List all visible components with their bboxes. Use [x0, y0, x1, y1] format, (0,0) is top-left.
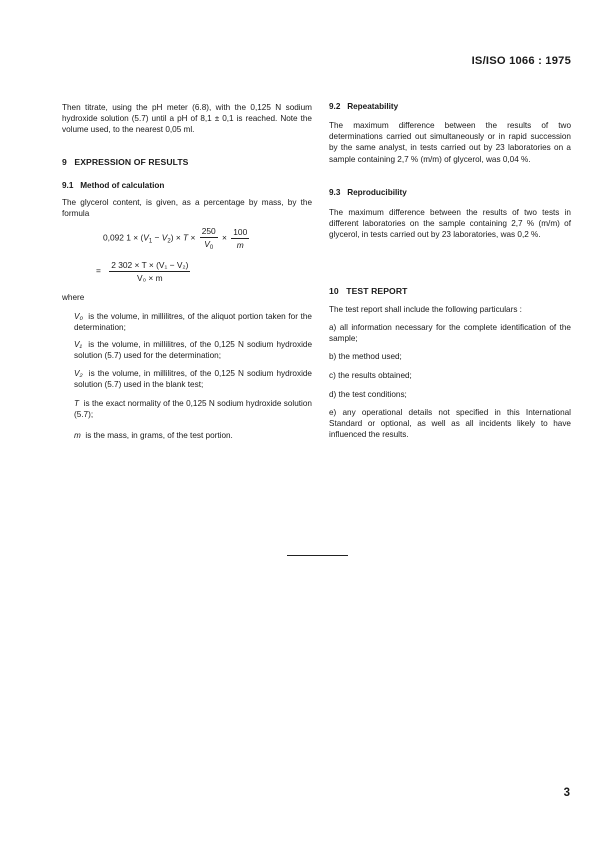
definition-text: is the exact normality of the 0,125 N sodium hydroxide solution (5.7); — [74, 399, 312, 420]
section-9-2-title: Repeatability — [347, 102, 399, 111]
definition-symbol: V₀ — [74, 312, 83, 321]
report-item-d: d) the test conditions; — [329, 390, 407, 399]
section-9-2-text: The maximum difference between the results of two determinations carried out simultaneously or in rapid succession by the same analyst, in tests carried out by 23 laboratories on a sample containing 2,7 % (m/m) of glycerol, was 0,04 %. — [329, 121, 571, 164]
report-item-c: c) the results obtained; — [329, 371, 412, 380]
formula-times: × — [188, 232, 196, 243]
definition-symbol: T — [74, 399, 80, 408]
result-fraction — [109, 260, 190, 283]
where-label: where — [62, 293, 85, 302]
formula-mid: ) × — [170, 232, 184, 243]
section-9-heading — [62, 157, 312, 167]
definition-text: is the mass, in grams, of the test portion. — [85, 431, 233, 440]
end-rule — [287, 555, 348, 556]
fraction-den-sub: 0 — [209, 245, 214, 251]
fraction-100-numerator: 100 — [233, 227, 248, 237]
section-9-number: 9 — [62, 157, 67, 167]
formula-lead: 0,092 1 × ( — [103, 232, 144, 243]
section-10-heading — [329, 286, 571, 296]
formula-sub1: 1 — [148, 238, 153, 245]
result-numerator: 2 302 × T × (V₁ − V₂) — [111, 260, 189, 270]
definition-text: is the volume, in millilitres, of the 0,125 N sodium hydroxide solution (5.7) used in the blank test; — [74, 369, 312, 390]
section-10-number: 10 — [329, 286, 339, 296]
fraction-100-m — [231, 227, 249, 250]
report-item-e: e) any operational details not specified in this International Standard or optional, as well as all incidents likely to have influenced the results. — [329, 408, 571, 440]
definition-v2 — [74, 368, 312, 390]
section-9-2-heading — [329, 102, 571, 111]
definition-v1 — [74, 339, 312, 361]
section-9-3-heading — [329, 188, 571, 197]
definition-symbol: V₂ — [74, 369, 83, 378]
definition-symbol: m — [74, 431, 81, 440]
intro-paragraph: Then titrate, using the pH meter (6.8), with the 0,125 N sodium hydroxide solution (5.7) until a pH of 8,1 ± 0,1 is reached. Note the volume used, to the nearest 0,05 ml. — [62, 103, 312, 135]
result-denominator: V₀ × m — [137, 273, 163, 283]
report-item-a: a) all information necessary for the complete identification of the sample; — [329, 323, 571, 344]
formula-line-2 — [96, 260, 192, 283]
section-10-title: TEST REPORT — [346, 286, 408, 296]
formula-line-1 — [103, 226, 251, 251]
section-9-1-number: 9.1 — [62, 181, 74, 190]
formula-v2: V — [161, 232, 168, 243]
formula-t: T — [183, 232, 189, 243]
formula-sub2: 2 — [167, 238, 171, 245]
section-9-1-heading — [62, 181, 312, 190]
fraction-250-v0 — [200, 226, 218, 251]
fraction-250-denominator — [204, 238, 213, 251]
section-9-2-number: 9.2 — [329, 102, 341, 111]
page-number: 3 — [563, 787, 570, 799]
definition-t — [74, 398, 312, 420]
section-9-3-number: 9.3 — [329, 188, 341, 197]
fraction-den-v: V — [204, 239, 210, 249]
section-9-title: EXPRESSION OF RESULTS — [74, 157, 189, 167]
definition-v0 — [74, 311, 312, 333]
fraction-den-m: m — [236, 240, 244, 250]
definition-text: is the volume, in millilitres, of the aliquot portion taken for the determination; — [74, 312, 312, 333]
section-9-1-text: The glycerol content, is given, as a percentage by mass, by the formula — [62, 198, 312, 219]
standard-reference: IS/ISO 1066 : 1975 — [471, 55, 571, 67]
section-10-text: The test report shall include the following particulars : — [329, 305, 522, 314]
definition-symbol: V₁ — [74, 340, 83, 349]
section-9-3-text: The maximum difference between the results of two tests in different laboratories on the sample containing 2,7 % (m/m) of glycerol, in tests carried out by 23 laboratories, was 0,2 %. — [329, 208, 571, 240]
section-9-3-title: Reproducibility — [347, 188, 407, 197]
report-item-b: b) the method used; — [329, 352, 402, 361]
formula-minus: − — [152, 232, 162, 243]
formula-equals: = — [96, 265, 101, 276]
definition-text: is the volume, in millilitres, of the 0,125 N sodium hydroxide solution (5.7) used for the determination; — [74, 340, 312, 361]
definition-m — [74, 430, 312, 441]
formula-v1: V — [143, 232, 149, 243]
fraction-100-denominator — [237, 239, 244, 250]
fraction-250-numerator: 250 — [201, 226, 216, 236]
section-9-1-title: Method of calculation — [80, 181, 165, 190]
formula-times-2: × — [222, 232, 227, 243]
